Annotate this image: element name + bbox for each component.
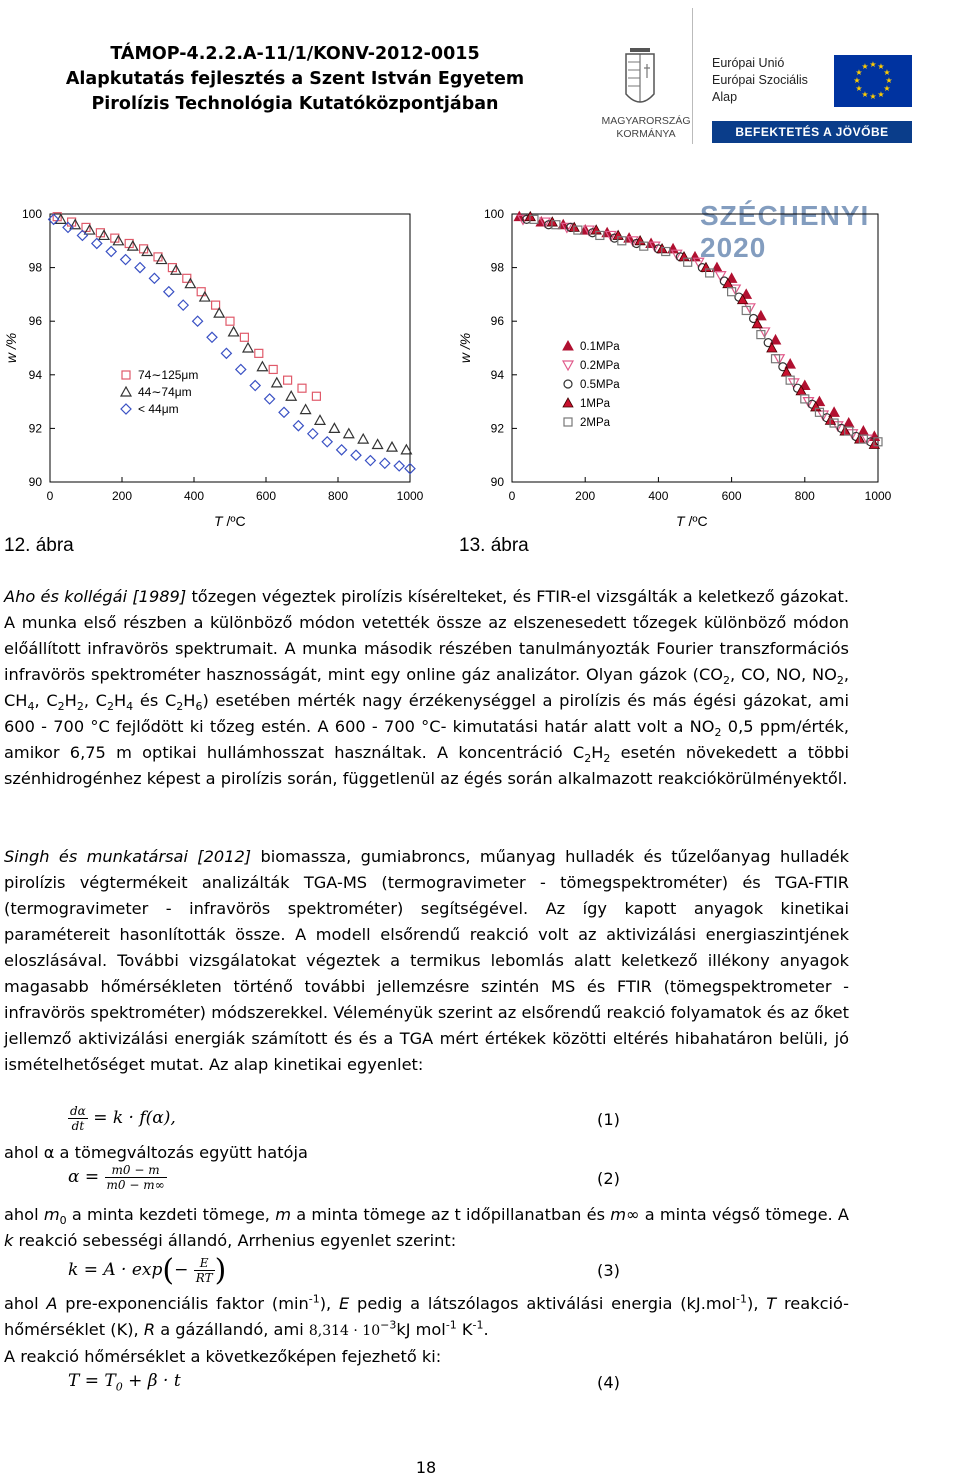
eu-logo-text <box>712 55 808 106</box>
data-point <box>135 263 145 273</box>
sub: 6 <box>195 700 203 714</box>
y-axis-label: w /% <box>3 332 19 364</box>
sub: 2 <box>584 752 592 766</box>
svg-text:★: ★ <box>869 92 877 101</box>
svg-text:★: ★ <box>855 84 863 93</box>
data-point <box>286 391 296 400</box>
svg-text:★: ★ <box>855 68 863 77</box>
svg-text:KORMÁNYA: KORMÁNYA <box>616 128 676 140</box>
p1-text-a: tőzegen végeztek pirolízis kísérelteket, és FTIR-el vizsgálták a keletkező gázokat. A munka első részben a különböző módon vetették össze az elszenesedett tőzegek különböző módon előállított infravörös spektrumait. A munka második részében tanulmányozták Fourier transzformációs infravörös spektrométer hasznosságát, mint egy online gáz analizátor. Olyan gázok (CO <box>4 587 849 684</box>
svg-text:★: ★ <box>883 84 891 93</box>
sub: 2 <box>714 726 722 740</box>
figure-13-svg <box>450 196 890 536</box>
eq3-den: RT <box>195 1271 213 1285</box>
legend-label: 0.1MPa <box>580 341 620 353</box>
eq1-fraction <box>68 1104 88 1133</box>
data-point <box>207 332 217 342</box>
var-k: k <box>4 1231 14 1250</box>
legend-marker <box>563 398 573 407</box>
data-point <box>106 247 116 257</box>
x-tick-label: 200 <box>575 489 596 503</box>
x-tick-label: 400 <box>648 489 669 503</box>
x-tick-label: 200 <box>111 489 133 503</box>
equation-3: k = A · exp(− $\frac{E}{RT}$ ) <box>68 1253 227 1288</box>
y-tick-label: 92 <box>490 421 504 436</box>
citation-singh: Singh és munkatársai [2012] <box>4 847 252 866</box>
t: ), <box>319 1294 339 1313</box>
figure-12-chart <box>0 196 440 536</box>
data-point <box>229 327 239 336</box>
data-point <box>351 450 361 460</box>
data-point <box>257 362 267 371</box>
eu-line3: Alap <box>712 90 738 104</box>
project-header <box>0 42 590 117</box>
p2-text: biomassza, gumiabroncs, műanyag hulladék és tűzelőanyag hulladék pirolízis végtermékeit analizálták TGA-MS (termogravimeter - tömegspektrométer) és TGA-FTIR (termogravimeter - infravörös spektrométer) segítségével. Az így kapott anyagok kinetikai paramétereit hasonlították össze. A modell elsőrendű reakció volt az aktivizálási energiaszintjének eloszlásával. További vizsgálatokat végeztek a termikus lebomlás alatt keletkező illékony anyagok magasabb hőmérsékleten történő további jellemzésre szintén MS és FTIR (tömegspektrometer - infravörös spektrométer) módszerekkel. Véleményük szerint az elsőrendű reakció folyamatok és az őket jellemző aktivizálási energiák számított és és a TGA mért értékek közötti eltérés hibahatáron belüli, jó ismételhetőséget mutat. Az alap kinetikai egyenlet: <box>4 847 849 1074</box>
sub: 2 <box>603 752 611 766</box>
var-minf: m∞ <box>610 1205 640 1224</box>
y-tick-label: 100 <box>21 207 42 221</box>
p1-text-l: H <box>591 743 604 762</box>
sub: 2 <box>76 700 84 714</box>
legend-label: 44∼74μm <box>138 385 192 399</box>
body-paragraph-1 <box>4 584 849 792</box>
legend-label: 1MPa <box>580 398 611 410</box>
data-point <box>279 407 289 417</box>
eq3-num: E <box>194 1256 215 1271</box>
citation-aho: Aho és kollégái [1989] <box>4 587 187 606</box>
figure-12-svg <box>0 196 440 536</box>
data-point <box>250 381 260 391</box>
data-point <box>373 439 383 448</box>
equation-2-number: (2) <box>597 1169 620 1188</box>
legend-label: < 44μm <box>138 402 179 416</box>
t: reakció sebességi állandó, Arrhenius egyenlet szerint: <box>13 1231 457 1250</box>
svg-text:★: ★ <box>861 62 869 71</box>
x-tick-label: 800 <box>327 489 349 503</box>
t: ahol <box>4 1294 47 1313</box>
eu-line2: Európai Szociális <box>712 73 808 87</box>
plot-frame <box>50 214 410 482</box>
equation-3-number: (3) <box>597 1261 620 1280</box>
p1-text-j: ) esetében mérték nagy érzékenységgel a pirolízis és más égési gázokat, ami 600 - 700 °C fejlődött ki tőzeg estén. A 600 - 700 °C- kimutatási határ alatt volt a NO <box>4 691 849 736</box>
data-point <box>344 429 354 438</box>
ahol-A-paragraph <box>4 1291 849 1344</box>
legend-marker <box>563 341 573 350</box>
var-A: A <box>46 1294 58 1313</box>
sup: −3 <box>380 1318 397 1332</box>
data-point <box>265 394 275 404</box>
sub: 4 <box>27 700 35 714</box>
eu-flag-icon <box>834 55 912 107</box>
t: kJ mol <box>396 1320 446 1339</box>
eq1-num: dα <box>70 1104 86 1118</box>
p1-text-b: , CO, NO, NO <box>730 665 837 684</box>
data-point <box>365 456 375 466</box>
var-E: E <box>339 1294 350 1313</box>
equation-2 <box>68 1163 167 1192</box>
sup: -1 <box>445 1318 457 1332</box>
sub: 2 <box>106 700 114 714</box>
data-point <box>322 437 332 447</box>
t: a minta tömege az t időpillanatban és <box>290 1205 611 1224</box>
t: pre-exponenciális faktor (min <box>57 1294 309 1313</box>
p1-text-c: , CH <box>4 665 849 710</box>
data-point <box>240 333 248 341</box>
figure-13-caption: 13. ábra <box>459 535 529 556</box>
data-point <box>226 317 234 325</box>
data-point <box>387 442 397 451</box>
legend-marker <box>563 361 573 370</box>
eq2-num: m0 − m <box>105 1163 167 1178</box>
y-tick-label: 96 <box>490 314 504 329</box>
data-point <box>178 300 188 310</box>
data-point <box>255 349 263 357</box>
legend-marker <box>121 387 131 396</box>
data-point <box>308 429 318 439</box>
equation-1 <box>68 1104 176 1133</box>
data-point <box>358 434 368 443</box>
svg-text:★: ★ <box>885 76 893 85</box>
y-tick-label: 94 <box>28 367 42 382</box>
eu-logo <box>712 55 912 143</box>
data-point <box>394 461 404 471</box>
data-point <box>193 316 203 326</box>
t: ), <box>747 1294 767 1313</box>
reaction-temp-line <box>4 1344 849 1370</box>
eu-line1: Európai Unió <box>712 56 785 70</box>
figure-13-chart <box>450 196 890 536</box>
equation-4-number: (4) <box>597 1373 620 1392</box>
t: a minta kezdeti tömege, <box>66 1205 276 1224</box>
p1-text-i: H <box>183 691 196 710</box>
t: K <box>456 1320 473 1339</box>
body-paragraph-2 <box>4 844 849 1078</box>
data-point <box>301 405 311 414</box>
var-T: T <box>766 1294 777 1313</box>
figure-12-caption: 12. ábra <box>4 535 74 556</box>
svg-text:★: ★ <box>869 60 877 69</box>
x-axis-label <box>676 513 708 529</box>
p1-text-k: 0,5 ppm/érték, amikor 6,75 m optikai hullámhosszat használtak. A koncentráció C <box>4 717 850 762</box>
data-point <box>236 364 246 374</box>
svg-text:★: ★ <box>877 62 885 71</box>
data-point <box>272 378 282 387</box>
sub: 0 <box>59 1214 67 1228</box>
t: a gázállandó, ami <box>155 1320 309 1339</box>
y-tick-label: 94 <box>490 367 504 382</box>
x-axis-var: T <box>214 513 227 529</box>
y-tick-label: 98 <box>28 260 42 275</box>
sub: 2 <box>836 674 844 688</box>
var-m: m <box>43 1205 60 1224</box>
t: a minta végső tömege. A <box>639 1205 849 1224</box>
reaction-temp-text: A reakció hőmérséklet a következőképen fejezhető ki: <box>4 1347 442 1366</box>
sub: 4 <box>126 700 134 714</box>
y-axis-label: w /% <box>457 332 473 364</box>
legend-marker <box>564 380 572 388</box>
x-axis-unit: /ºC <box>226 513 246 529</box>
coat-of-arms-icon <box>590 44 702 144</box>
logo-divider <box>692 8 693 144</box>
y-tick-label: 96 <box>28 314 42 329</box>
p1-text-e: H <box>64 691 77 710</box>
eq3-lhs: k = A · exp <box>68 1260 163 1280</box>
legend-label: 2MPa <box>580 417 611 429</box>
p1-text-g: H <box>113 691 127 710</box>
x-tick-label: 0 <box>46 489 54 503</box>
x-axis-var: T <box>676 513 689 529</box>
gas-constant-value: 8,314 · 10 <box>308 1323 381 1339</box>
eq1-rhs: = k · f(α), <box>93 1108 176 1128</box>
var-m: m <box>275 1205 291 1224</box>
legend-label: 74∼125μm <box>138 368 199 382</box>
project-code: TÁMOP-4.2.2.A-11/1/KONV-2012-0015 <box>110 44 480 64</box>
project-title: Alapkutatás fejlesztés a Szent István Egyetem <box>65 69 525 89</box>
svg-text:★: ★ <box>883 68 891 77</box>
x-axis-label <box>214 513 246 529</box>
x-tick-label: 1000 <box>864 489 892 503</box>
p1-text-h: és C <box>133 691 177 710</box>
legend-label: 0.2MPa <box>580 360 620 372</box>
t: pedig a látszólagos aktiválási energia (kJ.mol <box>349 1294 737 1313</box>
eq4-rest: + β · t <box>122 1371 181 1391</box>
sup: -1 <box>736 1292 747 1306</box>
t: reakció-hőmérséklet (K), <box>4 1294 850 1339</box>
equation-1-number: (1) <box>597 1110 620 1129</box>
data-point <box>293 421 303 431</box>
y-tick-label: 90 <box>28 475 42 489</box>
x-tick-label: 600 <box>255 489 277 503</box>
eq3-minus: − <box>174 1260 189 1280</box>
eq4-sub: 0 <box>115 1380 123 1394</box>
hungarian-government-logo <box>590 44 702 144</box>
t: ahol <box>4 1205 44 1224</box>
x-axis-unit: /ºC <box>688 513 708 529</box>
eq2-lhs: α = <box>68 1167 100 1187</box>
p1-text-f: , C <box>83 691 107 710</box>
data-point <box>221 348 231 358</box>
p1-text-d: , C <box>34 691 58 710</box>
data-point <box>312 392 320 400</box>
data-point <box>212 301 220 309</box>
data-point <box>243 343 253 352</box>
sub: 2 <box>723 674 731 688</box>
data-point <box>269 365 277 373</box>
sub: 2 <box>176 700 184 714</box>
data-point <box>337 445 347 455</box>
eq3-fraction <box>194 1256 215 1285</box>
page-number: 18 <box>415 1458 437 1477</box>
x-tick-label: 600 <box>721 489 742 503</box>
data-point <box>298 384 306 392</box>
x-tick-label: 0 <box>508 489 516 503</box>
y-tick-label: 98 <box>490 260 504 275</box>
data-point <box>284 376 292 384</box>
eq1-den: dt <box>71 1119 85 1133</box>
svg-text:★: ★ <box>853 76 861 85</box>
sup: -1 <box>308 1292 320 1306</box>
data-point <box>121 255 131 265</box>
eq2-fraction <box>105 1163 167 1192</box>
y-tick-label: 92 <box>28 421 42 436</box>
t: . <box>483 1320 489 1339</box>
eu-banner: BEFEKTETÉS A JÖVŐBE <box>712 121 912 143</box>
ahol-m0-paragraph <box>4 1202 849 1254</box>
legend-marker <box>122 371 130 379</box>
legend-label: 0.5MPa <box>580 379 620 391</box>
data-point <box>149 273 159 283</box>
svg-text:★: ★ <box>877 90 885 99</box>
project-subtitle: Pirolízis Technológia Kutatóközpontjában <box>91 94 499 114</box>
ahol-alpha-text: ahol α a tömegváltozás együtt hatója <box>4 1143 308 1162</box>
equation-4 <box>68 1371 181 1394</box>
data-point <box>315 415 325 424</box>
p1-text-m: esetén növekedett a többi szénhidrogénhez képest a pirolízis során, függetlenül az égés során alkalmazott reakciókörülményektől. <box>4 743 849 788</box>
legend-marker <box>564 418 572 426</box>
svg-text:MAGYARORSZÁG: MAGYARORSZÁG <box>601 115 691 127</box>
eq2-den: m0 − m∞ <box>106 1178 165 1192</box>
legend-marker <box>121 404 131 414</box>
data-point <box>164 287 174 297</box>
x-tick-label: 1000 <box>396 489 424 503</box>
sub: 2 <box>57 700 65 714</box>
var-R: R <box>143 1320 156 1339</box>
x-tick-label: 800 <box>794 489 815 503</box>
data-point <box>380 458 390 468</box>
szechenyi-text: SZÉCHENYI 2020 <box>700 200 870 263</box>
x-tick-label: 400 <box>183 489 205 503</box>
y-tick-label: 90 <box>490 475 504 489</box>
eq4-lhs: T = T <box>68 1371 116 1391</box>
data-point <box>329 423 339 432</box>
sup: -1 <box>472 1318 484 1332</box>
svg-text:★: ★ <box>861 90 869 99</box>
y-tick-label: 100 <box>483 207 504 221</box>
